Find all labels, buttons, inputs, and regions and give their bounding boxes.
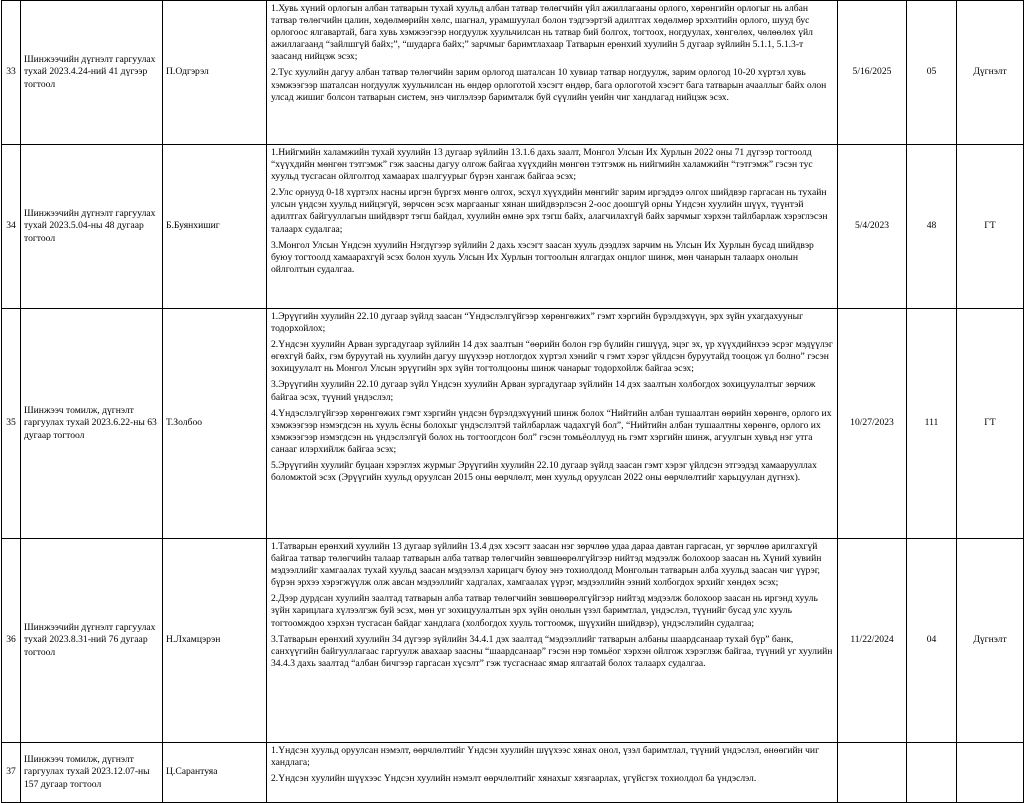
- resolution-title-cell: Шинжээч томилж, дүгнэлт гаргуулах тухай 2023.12.07-ны 157 дугаар тогтоол: [21, 743, 163, 803]
- question-paragraph: 2.Тус хуулийн дагуу албан татвар төлөгчийн зарим орлогод шаталсан 10 хувиар татвар ногдуулж, зарим орлогод 10-20 хүртэл хувь хэмжээгээр шаталсан ногдуулж хуульчилсан нь өндөр орлоготой хэсэгт өндөр, бага орлоготой хэсэгт бага татварын ачааллыг байх олон улсад жишиг болсон татварын систем, энэ чиглэлээр баримталж буй сүүлийн үеийн чиг хандлагад нийцэж эсэх.: [271, 67, 827, 103]
- question-paragraph: 3.Татварын ерөнхий хуулийн 34 дүгээр зүйлийн 34.4.1 дэх заалтад “мэдээллийг татварын албаны шаардсанаар тухай бүр” банк, санхүүгийн байгууллагаас гаргуулж авахаар заасны “шаардсанаар” гэсэн нэр томьёог хэрхэн ойлгож хэрэглэж байгаа, түүний уг хуулийн 34.4.3 дахь заалтад “албан бичгээр гаргасан хүсэлт” гэж тусгаснаас ямар ялгаатай болох талаарх судалгаа.: [271, 633, 833, 669]
- expert-name-cell: П.Одгэрэл: [163, 1, 267, 145]
- document-number-cell: 04: [907, 539, 957, 743]
- expert-name-cell: Т.Золбоо: [163, 309, 267, 539]
- status-cell: ГТ: [957, 145, 1024, 309]
- date-cell: 5/16/2025: [838, 1, 907, 145]
- question-paragraph: 5.Эрүүгийн хуулийг буцаан хэрэглэх журмыг Эрүүгийн хуулийн 22.10 дугаар зүйлд заасан гэмт хэрэг үйлдсэн этгээдэд хамаарууллах боломжтой эсэх (Эрүүгийн хуульд оруулсан 2015 оны өөрчлөлт, мөн хуульд оруулсан 2022 оны өөрчлөлтийг харьцуулан дүгнэх).: [271, 460, 817, 484]
- expert-name-cell: Н.Лхамцэрэн: [163, 539, 267, 743]
- status-cell: ГТ: [957, 309, 1024, 539]
- row-number-cell: 33: [2, 1, 21, 145]
- question-paragraph: 1.Нийгмийн халамжийн тухай хуулийн 13 дугаар зүйлийн 13.1.6 дахь заалт, Монгол Улсын Их Хурлын 2022 оны 71 дүгээр тогтоолд “хүүхдийн мөнгөн тэтгэмж” гэж заасны дагуу олгож байгаа хүүхдийн мөнгөн тэтгэмж нь нийгмийн халамжийн “тэтгэмж” гэсэн тус хуульд тусгасан ойлголтод хамаарах шалгуурыг бүрэн хангаж байгаа эсэх;: [271, 147, 813, 183]
- question-paragraph: 1.Хувь хүний орлогын албан татварын тухай хуульд албан татвар төлөгчийн үйл ажиллагааны орлого, хөрөнгийн орлогыг нь албан татвар төлөгчийн цалин, хөдөлмөрийн хөлс, шагнал, урамшуулал болон тэдгээртэй адилтгах хөдөлмөр эрхэлтийн орлого, шууд бус орлогоос ялгавартай, бага хувь хэмжээгээр ногдуулж хуульчилсан нь татвар бий болгох, тогтоох, ногдуулах, хөнгөлөх, чөлөөлөх үйл ажиллагаанд “зайлшгүй байх;”, “шударга байх;” зарчмыг баримтлахаар Татварын ерөнхий хуулийн 5 дугаар зүйлийн 5.1.1, 5.1.3-т заасанд нийцэж эсэх;: [271, 3, 813, 63]
- row-number-cell: 37: [2, 743, 21, 803]
- date-cell: 10/27/2023: [838, 309, 907, 539]
- questions-cell: [267, 309, 838, 539]
- resolution-title-cell: Шинжээчийн дүгнэлт гаргуулах тухай 2023.4.24-ний 41 дүгээр тогтоол: [21, 1, 163, 145]
- question-paragraph: 1.Эрүүгийн хуулийн 22.10 дугаар зүйлд заасан “Үндэслэлгүйгээр хөрөнгөжих” гэмт хэргийн бүрэлдэхүүн, эрх зүйн ухагдахууныг тодорхойлох;: [271, 311, 804, 335]
- resolution-title-cell: Шинжээч томилж, дүгнэлт гаргуулах тухай 2023.6.22-ны 63 дугаар тогтоол: [21, 309, 163, 539]
- question-paragraph: 1.Татварын ерөнхий хуулийн 13 дугаар зүйлийн 13.4 дэх хэсэгт заасан нэг зөрчлөө удаа дараа давтан гаргасан, уг зөрчлөө арилгахгүй байгаа татвар төлөгчийн талаар татварын алба татвар төлөгчийн зөвшөөрөлгүйгээр нийтэд мэдээлж болохоор заасан нь Хүний хувийн мэдээллийг хамгаалах тухай хуульд заасан мэдээлэл харицагч буюу энэ тохиолдолд Монголын татварын алба хуульд заасан чиг үүрэг, бүрэн эрхээ хэрэгжүүлж олж авсан мэдээллийг хадгалах, хамгаалах үүрэг, мэдээллийн эзний холбогдох эрхийг хөндөх эсэх;: [271, 541, 822, 589]
- expert-name-cell: Ц.Сарантуяа: [163, 743, 267, 803]
- document-number-cell: 111: [907, 309, 957, 539]
- date-cell: [838, 743, 907, 803]
- expert-name-cell: Б.Буянхишиг: [163, 145, 267, 309]
- table-row: [2, 1, 1024, 145]
- date-cell: 5/4/2023: [838, 145, 907, 309]
- document-number-cell: 48: [907, 145, 957, 309]
- question-paragraph: 2.Үндсэн хуулийн шүүхээс Үндсэн хуулийн нэмэлт өөрчлөлтийг хянахыг хязгаарлах, үгүйсгэх тохиолдол ба үндэслэл.: [271, 773, 757, 785]
- document-number-cell: 05: [907, 1, 957, 145]
- resolution-title-cell: Шинжээчийн дүгнэлт гаргуулах тухай 2023.5.04-ны 48 дугаар тогтоол: [21, 145, 163, 309]
- status-cell: [957, 743, 1024, 803]
- table-row: [2, 145, 1024, 309]
- question-paragraph: 3.Монгол Улсын Үндсэн хуулийн Нэгдүгээр зүйлийн 2 дахь хэсэгт заасан хууль дээдлэх зарчим нь Улсын Их Хурлын бусад шийдвэр буюу тогтоолд хамаарахгүй эсэх болон хууль Улсын Их Хурлын тогтоолын ялгагдах онцлог шинж, мөн чанарын талаарх онолын ойлголтын судалгаа.: [271, 239, 814, 275]
- questions-cell: [267, 539, 838, 743]
- status-cell: Дүгнэлт: [957, 539, 1024, 743]
- table-row: [2, 539, 1024, 743]
- table-row: [2, 309, 1024, 539]
- resolution-title-cell: Шинжээчийн дүгнэлт гаргуулах тухай 2023.8.31-ний 76 дугаар тогтоол: [21, 539, 163, 743]
- status-cell: Дүгнэлт: [957, 1, 1024, 145]
- table-row: [2, 743, 1024, 803]
- table-body: [2, 1, 1024, 803]
- question-paragraph: 4.Үндэслэлгүйгээр хөрөнгөжих гэмт хэргийн үндсэн бүрэлдэхүүний шинж болох “Нийтийн албан тушаалтан өөрийн хөрөнгө, орлого их хэмжээгээр нэмэгдсэн нь хууль ёсны болохыг үндэслэлтэй тайлбарлаж чадахгүй бол”, “Нийтийн албан тушаалтны хөрөнгө, орлого их хэмжээгээр нэмэгдсэн нь үндэслэлгүй болох нь тогтоогдсон бол” гэсэн томьёоллууд нь гэмт хэргийн шинж, агуулгын хувьд нэг утга санааг илэрхийлж байгаа эсэх;: [271, 407, 832, 455]
- question-paragraph: 2.Үндсэн хуулийн Арван зургадугаар зүйлийн 14 дэх заалтын “өөрийн болон гэр бүлийн гишүүд, эцэг эх, үр хүүхдийнхээ эсрэг мэдүүлэг өгөхгүй байх, гэм буруутай нь хуулийн дагуу шүүхээр нотлогдох хүртэл хэнийг ч гэмт хэрэг үйлдсэн буруутайд тооцож үл болно” гэсэн зохицуулалт нь Монгол Улсын эрүүгийн эрх зүйн тогтолцооны шинж чанарыг тодорхойлж байгаа эсэх;: [271, 339, 833, 375]
- questions-cell: [267, 145, 838, 309]
- question-paragraph: 2.Дээр дурдсан хуулийн заалтад татварын алба татвар төлөгчийн зөвшөөрөлгүйгээр нийтэд мэдээлж болохоор заасан нь иргэнд хууль зүйн харицлага хүлээлгэж буй эсэх, мөн уг зохицуулалтын эрх зүйн онолын үзэл баримтлал, үндэслэл, түүнийг бусад улс хууль тогтоомждоо хэрхэн тусгасан байдаг хандлага (холбогдох хууль тогтоомж, шүүхийн шийдвэр), үндэслэлийн судалгаа;: [271, 593, 818, 629]
- row-number-cell: 34: [2, 145, 21, 309]
- expert-opinions-table: [1, 0, 1024, 803]
- questions-cell: [267, 743, 838, 803]
- question-paragraph: 1.Үндсэн хуульд оруулсан нэмэлт, өөрчлөлтийг Үндсэн хуулийн шүүхээс хянах онол, үзэл баримтлал, түүний үндэслэл, өнөөгийн чиг хандлага;: [271, 745, 819, 769]
- row-number-cell: 35: [2, 309, 21, 539]
- date-cell: 11/22/2024: [838, 539, 907, 743]
- questions-cell: [267, 1, 838, 145]
- document-number-cell: [907, 743, 957, 803]
- question-paragraph: 3.Эрүүгийн хуулийн 22.10 дугаар зүйл Үндсэн хуулийн Арван зургадугаар зүйлийн 14 дэх заалтын холбогдох зохицуулалтыг зөрчиж байгаа эсэх, түүний үндэслэл;: [271, 379, 816, 403]
- row-number-cell: 36: [2, 539, 21, 743]
- question-paragraph: 2.Улс орнууд 0-18 хүртэлх насны иргэн бүргэх мөнгө олгох, эсхүл хүүхдийн мөнгийг зарим иргэддээ олгох шийдвэр гаргасан нь тухайн улсын үндсэн хуульд нийцэгүй, зөрчсөн эсэх маргааныг хянан шийдвэрлэсэн 2-оос доошгүй орны Үндсэн хуулийн шүүх, түүнтэй адилтгах байгууллагын шийдвэрт тэгш байдал, хуулийн өмнө эрх тэгш байх, алагчилахгүй байх зарчмыг хэрхэн тайлбарлаж хэрэглэсэн талаарх судалгаа;: [271, 187, 828, 235]
